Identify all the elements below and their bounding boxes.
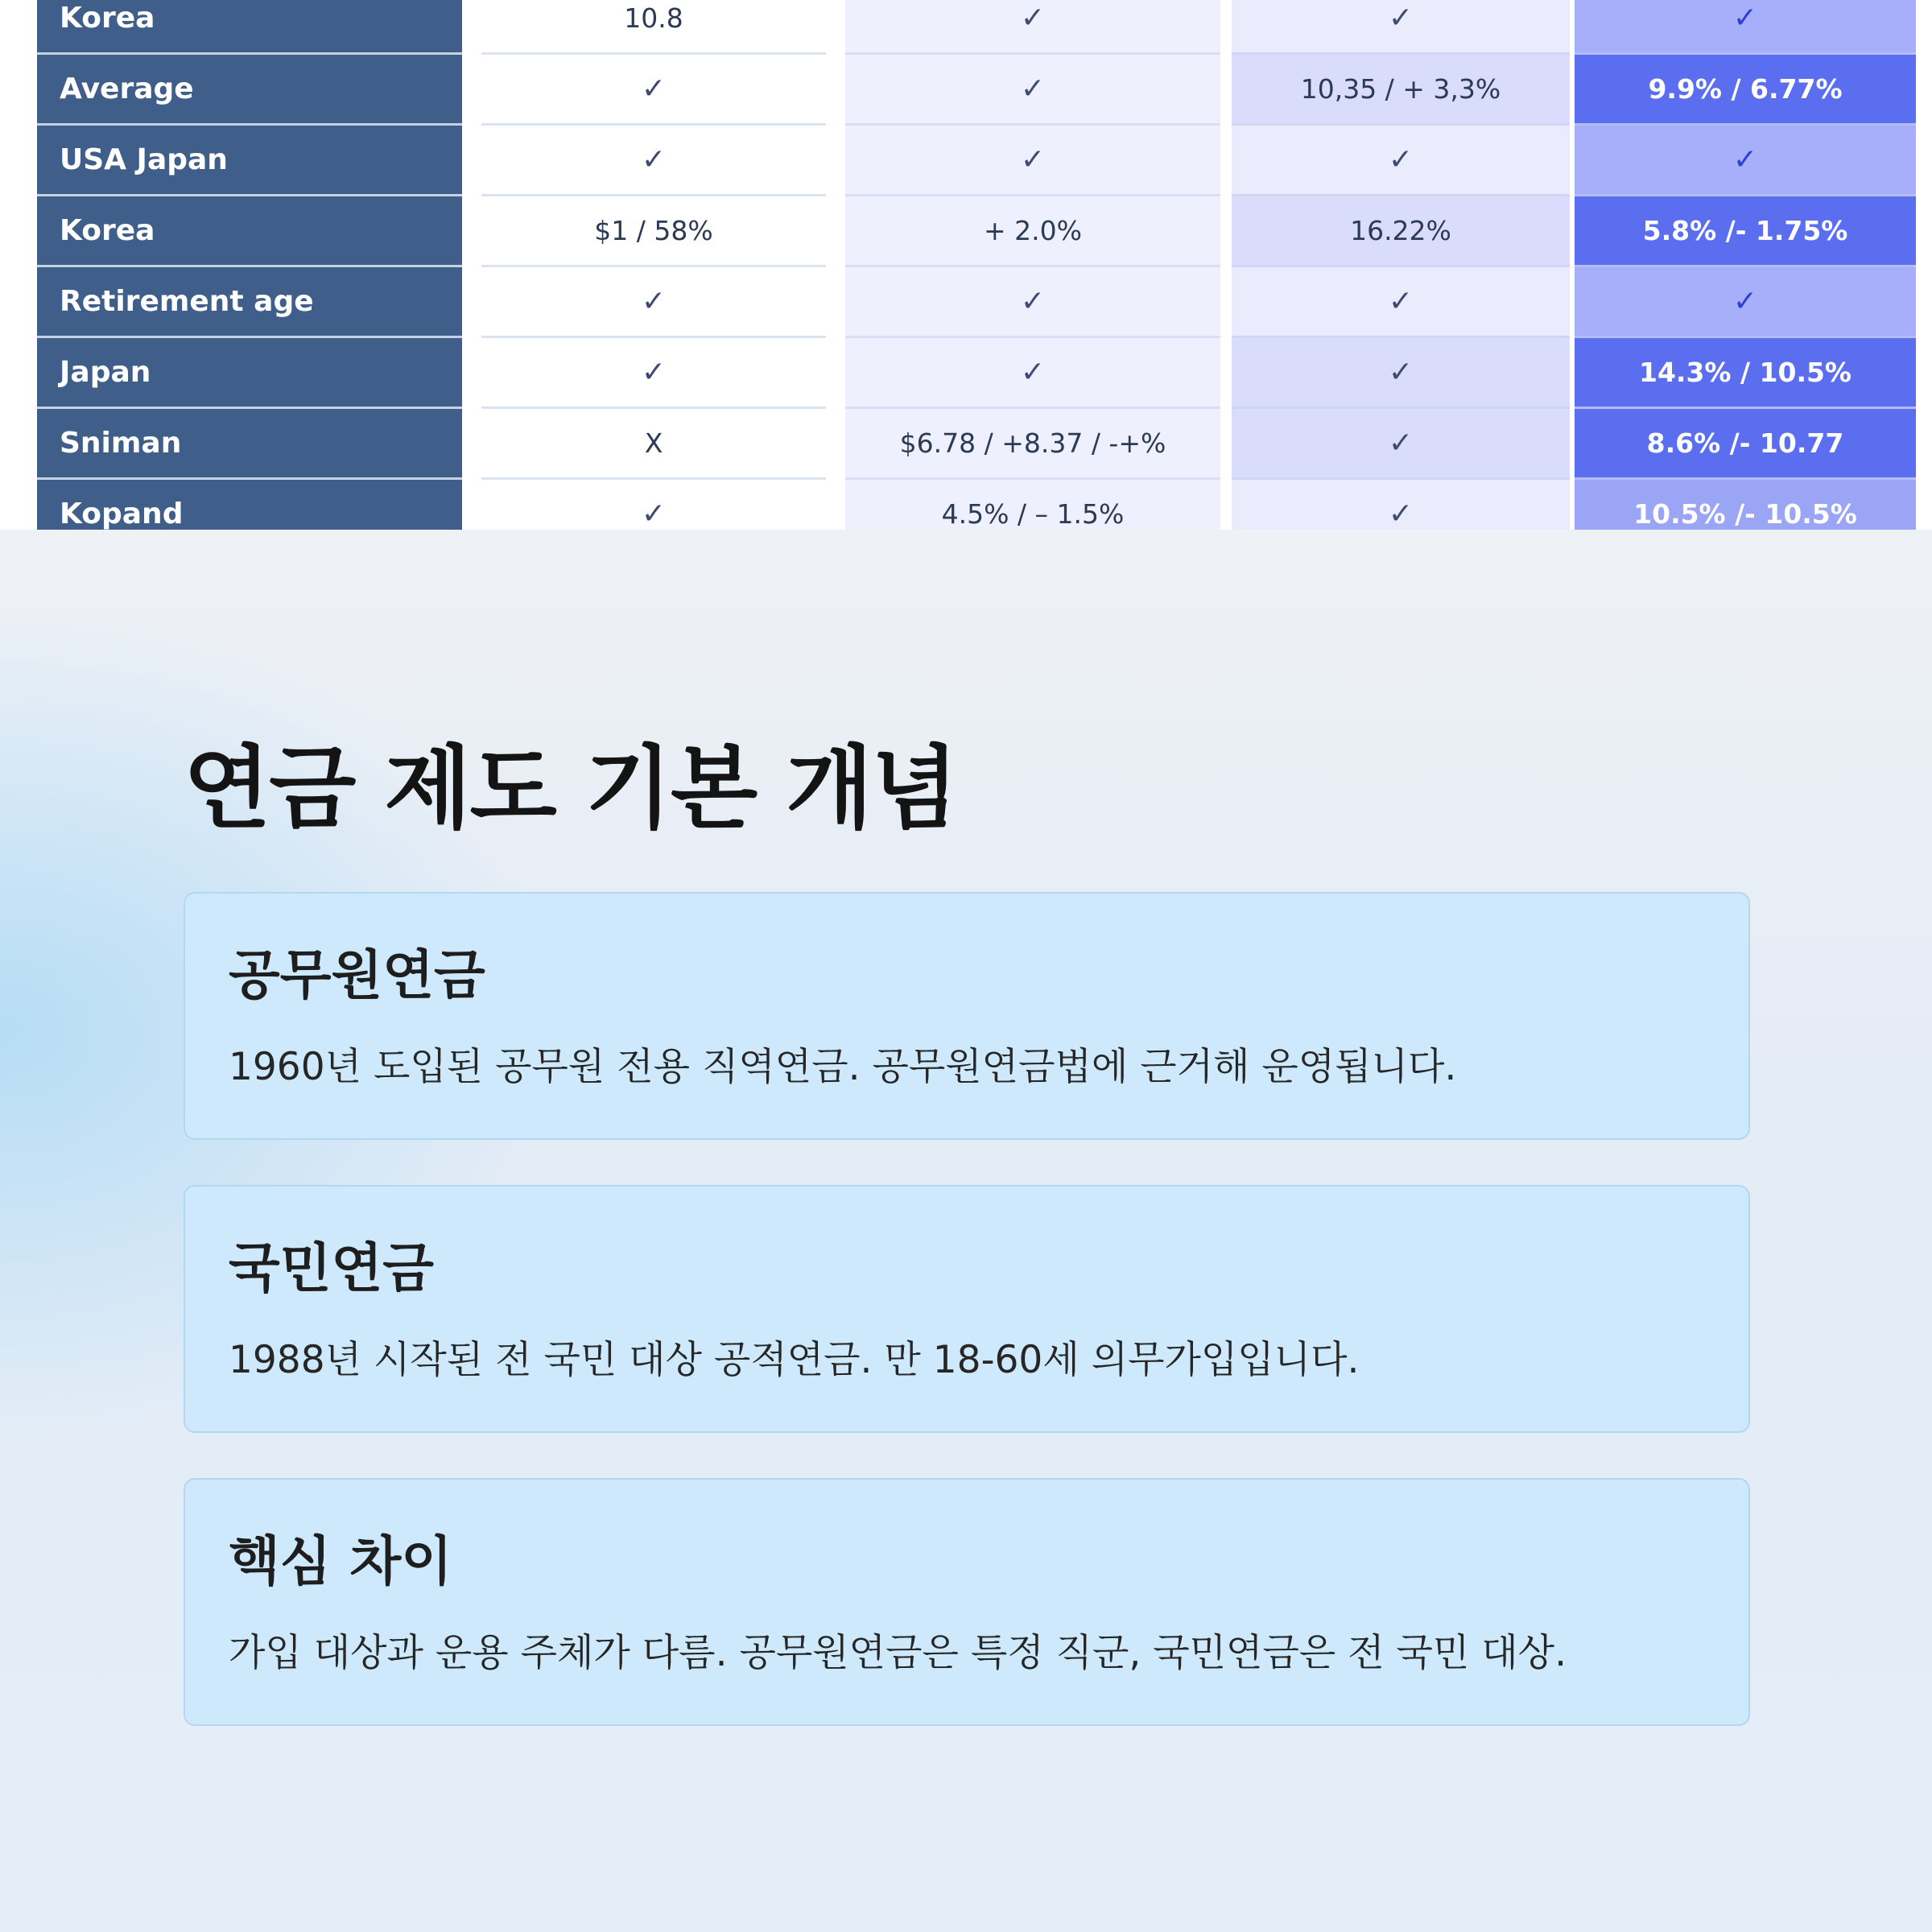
cell-text: Japan bbox=[60, 356, 151, 389]
table-cell bbox=[845, 0, 1220, 52]
check-icon: ✓ bbox=[1732, 2, 1758, 35]
table-cell bbox=[1575, 480, 1916, 530]
check-icon: ✓ bbox=[1020, 143, 1046, 176]
cell-text: Kopand bbox=[60, 497, 184, 530]
row-label bbox=[37, 480, 462, 530]
table-cell bbox=[1575, 55, 1916, 123]
row-label bbox=[37, 196, 462, 265]
table-cell bbox=[1232, 55, 1570, 123]
table-cell bbox=[1232, 409, 1570, 477]
table-cell bbox=[1232, 338, 1570, 407]
table-cell bbox=[481, 126, 826, 194]
card-description: 가입 대상과 운용 주체가 다름. 공무원연금은 특정 직군, 국민연금은 전 국민 대상. bbox=[229, 1631, 1567, 1675]
cell-text: 10,35 / + 3,3% bbox=[1300, 73, 1501, 105]
cell-text: Korea bbox=[60, 2, 155, 35]
check-icon: ✓ bbox=[1388, 356, 1414, 389]
table-cell bbox=[845, 55, 1220, 123]
table-cell bbox=[1232, 126, 1570, 194]
table-row bbox=[0, 409, 1932, 480]
row-label bbox=[37, 409, 462, 477]
cell-text: 10.5% /- 10.5% bbox=[1633, 498, 1857, 530]
cell-text: 10.8 bbox=[624, 2, 683, 34]
table-cell bbox=[845, 196, 1220, 265]
table-cell bbox=[845, 409, 1220, 477]
cell-text: $1 / 58% bbox=[594, 215, 713, 246]
table-cell bbox=[481, 480, 826, 530]
table-cell bbox=[481, 196, 826, 265]
table-row bbox=[0, 0, 1932, 55]
cell-text: 8.6% /- 10.77 bbox=[1646, 427, 1844, 459]
cell-text: USA Japan bbox=[60, 143, 228, 176]
check-icon: ✓ bbox=[1732, 143, 1758, 176]
table-cell bbox=[1575, 0, 1916, 52]
table-row bbox=[0, 55, 1932, 126]
cell-text: Sniman bbox=[60, 427, 182, 460]
table-cell bbox=[845, 480, 1220, 530]
row-label bbox=[37, 126, 462, 194]
table-cell bbox=[1575, 196, 1916, 265]
check-icon: ✓ bbox=[1388, 497, 1414, 530]
check-icon: ✓ bbox=[1388, 2, 1414, 35]
table-cell bbox=[1232, 196, 1570, 265]
check-icon: ✓ bbox=[1732, 285, 1758, 318]
table-cell bbox=[481, 267, 826, 336]
table-row bbox=[0, 196, 1932, 267]
cell-text: 16.22% bbox=[1350, 215, 1451, 246]
table-cell bbox=[1575, 338, 1916, 407]
comparison-table bbox=[0, 0, 1932, 530]
check-icon: ✓ bbox=[1020, 356, 1046, 389]
cell-text: Korea bbox=[60, 214, 155, 247]
table-cell bbox=[481, 409, 826, 477]
cell-text: Average bbox=[60, 72, 194, 105]
check-icon: ✓ bbox=[641, 497, 667, 530]
cell-text: 14.3% / 10.5% bbox=[1639, 357, 1852, 388]
table-cell bbox=[845, 126, 1220, 194]
cell-text: + 2.0% bbox=[984, 215, 1082, 246]
cell-text: 9.9% / 6.77% bbox=[1648, 73, 1843, 105]
check-icon: ✓ bbox=[641, 143, 667, 176]
table-cell bbox=[1575, 126, 1916, 194]
row-label bbox=[37, 55, 462, 123]
check-icon: ✓ bbox=[1388, 427, 1414, 460]
table-row bbox=[0, 267, 1932, 338]
check-icon: ✓ bbox=[1020, 285, 1046, 318]
card-national-pension bbox=[184, 1185, 1750, 1433]
check-icon: ✓ bbox=[1388, 285, 1414, 318]
table-cell bbox=[1575, 409, 1916, 477]
table-cell bbox=[845, 267, 1220, 336]
card-description: 1988년 시작된 전 국민 대상 공적연금. 만 18-60세 의무가입입니다. bbox=[229, 1338, 1360, 1382]
check-icon: ✓ bbox=[641, 356, 667, 389]
cell-text: Retirement age bbox=[60, 285, 314, 318]
table-cell bbox=[1575, 267, 1916, 336]
check-icon: ✓ bbox=[1388, 143, 1414, 176]
table-cell bbox=[1232, 480, 1570, 530]
table-row bbox=[0, 480, 1932, 530]
cell-text: $6.78 / +8.37 / -+% bbox=[899, 427, 1166, 459]
table-cell bbox=[481, 0, 826, 52]
table-cell bbox=[1232, 267, 1570, 336]
cell-text: X bbox=[644, 427, 663, 459]
check-icon: ✓ bbox=[1020, 2, 1046, 35]
table-cell bbox=[481, 338, 826, 407]
check-icon: ✓ bbox=[1020, 72, 1046, 105]
section-title: 연금 제도 기본 개념 bbox=[184, 737, 957, 841]
card-description: 1960년 도입된 공무원 전용 직역연금. 공무원연금법에 근거해 운영됩니다. bbox=[229, 1045, 1457, 1089]
cell-text: 4.5% / – 1.5% bbox=[941, 498, 1125, 530]
card-title: 핵심 차이 bbox=[229, 1530, 453, 1592]
table-cell bbox=[845, 338, 1220, 407]
card-key-difference bbox=[184, 1478, 1750, 1726]
row-label bbox=[37, 0, 462, 52]
check-icon: ✓ bbox=[641, 285, 667, 318]
row-label bbox=[37, 267, 462, 336]
table-row bbox=[0, 338, 1932, 409]
card-public-servant-pension bbox=[184, 892, 1750, 1140]
cell-text: 5.8% /- 1.75% bbox=[1642, 215, 1848, 246]
pension-concepts-section bbox=[0, 530, 1932, 1932]
check-icon: ✓ bbox=[641, 72, 667, 105]
table-row bbox=[0, 126, 1932, 196]
table-cell bbox=[481, 55, 826, 123]
card-title: 공무원연금 bbox=[229, 944, 485, 1006]
table-cell bbox=[1232, 0, 1570, 52]
card-title: 국민연금 bbox=[229, 1237, 435, 1299]
row-label bbox=[37, 338, 462, 407]
